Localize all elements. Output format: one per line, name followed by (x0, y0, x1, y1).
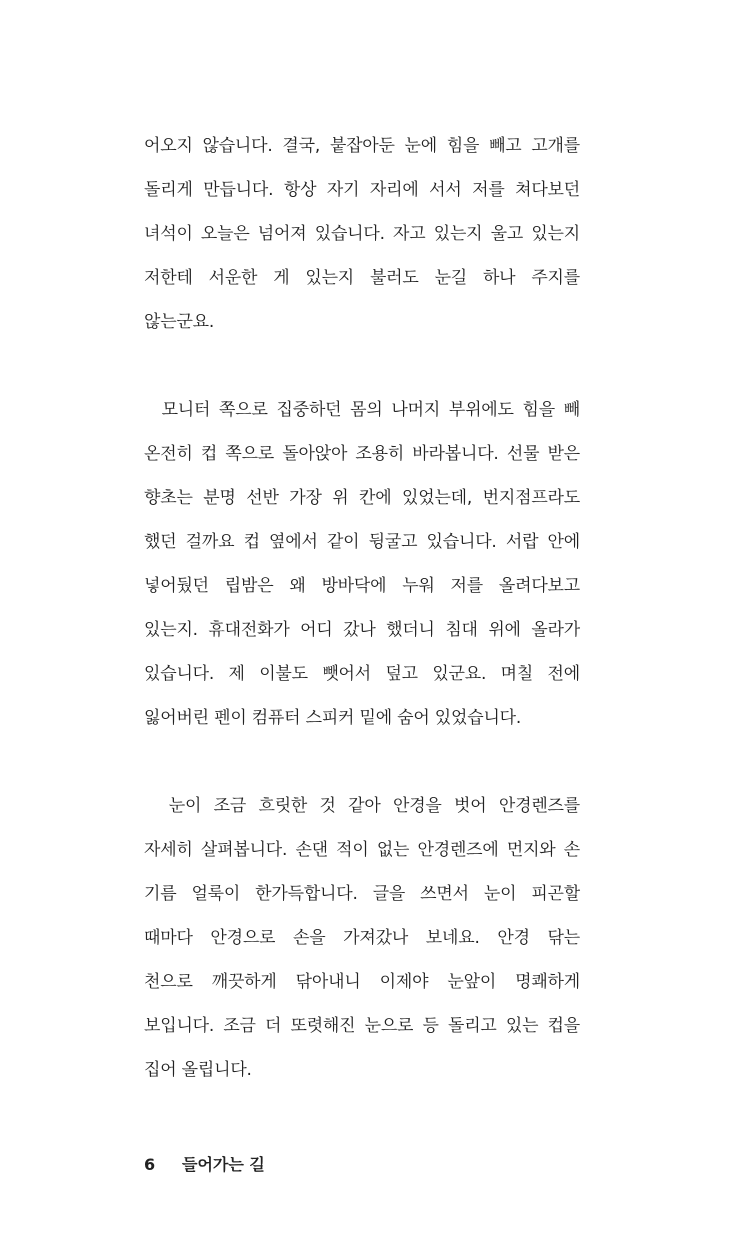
text-line: 했던 걸까요 컵 옆에서 같이 뒹굴고 있습니다. 서랍 안에 (144, 532, 580, 552)
running-title: 들어가는 길 (182, 1155, 265, 1174)
paragraph (144, 784, 580, 1092)
text-line: 넣어뒀던 립밤은 왜 방바닥에 누워 저를 올려다보고 (144, 576, 580, 596)
page-footer (144, 1150, 265, 1180)
text-line: 잃어버린 펜이 컴퓨터 스피커 밑에 숨어 있었습니다. (144, 708, 522, 728)
paragraph (144, 388, 580, 740)
text-line: 돌리게 만듭니다. 항상 자기 자리에 서서 저를 쳐다보던 (144, 180, 580, 200)
text-line: 온전히 컵 쪽으로 돌아앉아 조용히 바라봅니다. 선물 받은 (144, 444, 580, 464)
paragraph-gap (144, 740, 580, 784)
text-line: 있는지. 휴대전화가 어디 갔나 했더니 침대 위에 올라가 (144, 620, 580, 640)
text-line: 녀석이 오늘은 넘어져 있습니다. 자고 있는지 울고 있는지 (144, 224, 580, 244)
text-line: 저한테 서운한 게 있는지 불러도 눈길 하나 주지를 (144, 268, 580, 288)
paragraph-gap (144, 344, 580, 388)
page-body (144, 124, 580, 1092)
text-line: 기름 얼룩이 한가득합니다. 글을 쓰면서 눈이 피곤할 (144, 884, 580, 904)
text-line: 집어 올립니다. (144, 1060, 252, 1080)
text-line: 향초는 분명 선반 가장 위 칸에 있었는데, 번지점프라도 (144, 488, 580, 508)
text-line: 눈이 조금 흐릿한 것 같아 안경을 벗어 안경렌즈를 (144, 796, 580, 816)
paragraph (144, 124, 580, 344)
text-line: 자세히 살펴봅니다. 손댄 적이 없는 안경렌즈에 먼지와 손 (144, 840, 580, 860)
text-line: 모니터 쪽으로 집중하던 몸의 나머지 부위에도 힘을 빼 (144, 400, 580, 420)
text-line: 어오지 않습니다. 결국, 붙잡아둔 눈에 힘을 빼고 고개를 (144, 136, 580, 156)
text-line: 않는군요. (144, 312, 215, 332)
page-number: 6 (144, 1155, 156, 1174)
text-line: 있습니다. 제 이불도 뺏어서 덮고 있군요. 며칠 전에 (144, 664, 580, 684)
text-line: 천으로 깨끗하게 닦아내니 이제야 눈앞이 명쾌하게 (144, 972, 580, 992)
text-line: 때마다 안경으로 손을 가져갔나 보네요. 안경 닦는 (144, 928, 580, 948)
text-line: 보입니다. 조금 더 또렷해진 눈으로 등 돌리고 있는 컵을 (144, 1016, 580, 1036)
